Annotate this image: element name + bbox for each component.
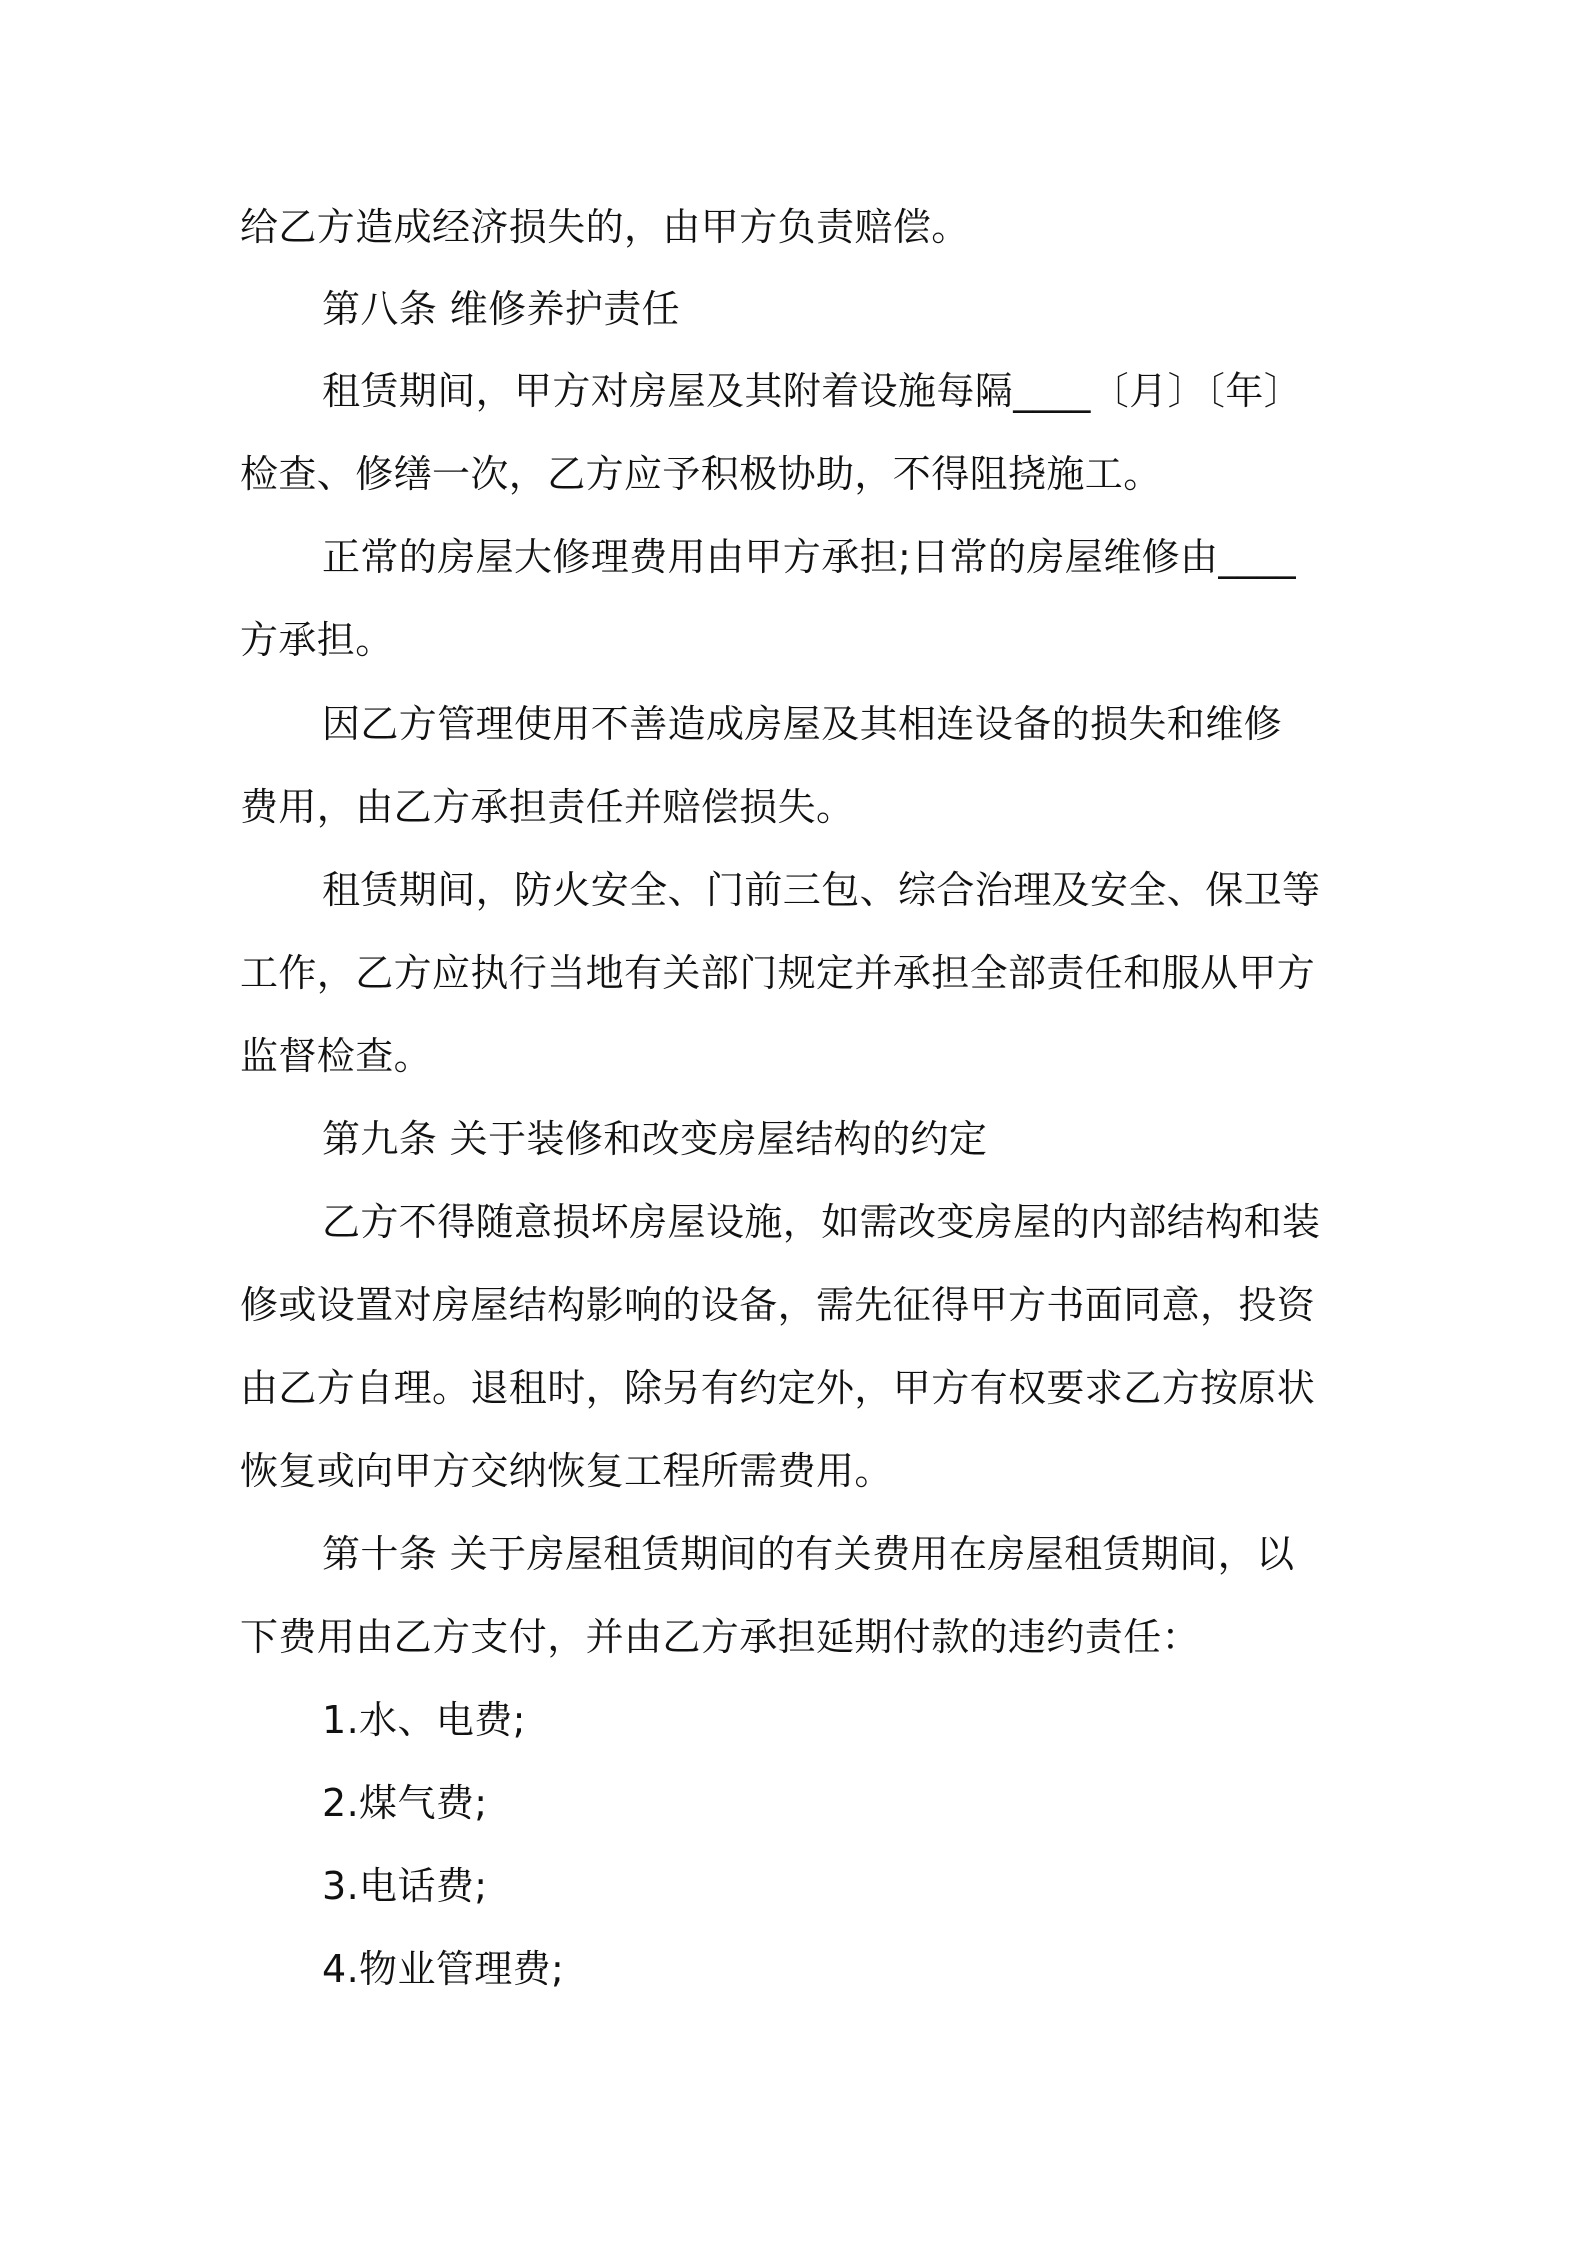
article-heading: 第八条 维修养护责任: [322, 287, 681, 331]
text-line: 由乙方自理。退租时，除另有约定外，甲方有权要求乙方按原状: [240, 1366, 1316, 1410]
list-item: 1.水、电费;: [322, 1698, 526, 1742]
article-heading: 第十条 关于房屋租赁期间的有关费用在房屋租赁期间，以: [322, 1532, 1295, 1576]
article-heading: 第九条 关于装修和改变房屋结构的约定: [322, 1117, 988, 1161]
text-line: 给乙方造成经济损失的，由甲方负责赔偿。: [240, 205, 970, 249]
text-line: 修或设置对房屋结构影响的设备，需先征得甲方书面同意，投资: [240, 1283, 1316, 1327]
list-item: 4.物业管理费;: [322, 1947, 565, 1991]
text-line: 正常的房屋大修理费用由甲方承担;日常的房屋维修由____: [322, 535, 1297, 579]
list-item: 3.电话费;: [322, 1864, 488, 1908]
text-line: 下费用由乙方支付，并由乙方承担延期付款的违约责任：: [240, 1615, 1201, 1659]
text-line: 租赁期间，防火安全、门前三包、综合治理及安全、保卫等: [322, 868, 1321, 912]
text-line: 租赁期间，甲方对房屋及其附着设施每隔____〔月〕〔年〕: [322, 369, 1303, 413]
text-line: 检查、修缮一次，乙方应予积极协助，不得阻挠施工。: [240, 452, 1162, 496]
text-line: 乙方不得随意损坏房屋设施，如需改变房屋的内部结构和装: [322, 1200, 1321, 1244]
text-line: 恢复或向甲方交纳恢复工程所需费用。: [240, 1449, 893, 1493]
text-line: 费用，由乙方承担责任并赔偿损失。: [240, 785, 855, 829]
text-line: 因乙方管理使用不善造成房屋及其相连设备的损失和维修: [322, 702, 1283, 746]
list-item: 2.煤气费;: [322, 1781, 488, 1825]
text-line: 监督检查。: [240, 1034, 433, 1078]
text-line: 方承担。: [240, 618, 394, 662]
text-line: 工作，乙方应执行当地有关部门规定并承担全部责任和服从甲方: [240, 951, 1316, 995]
